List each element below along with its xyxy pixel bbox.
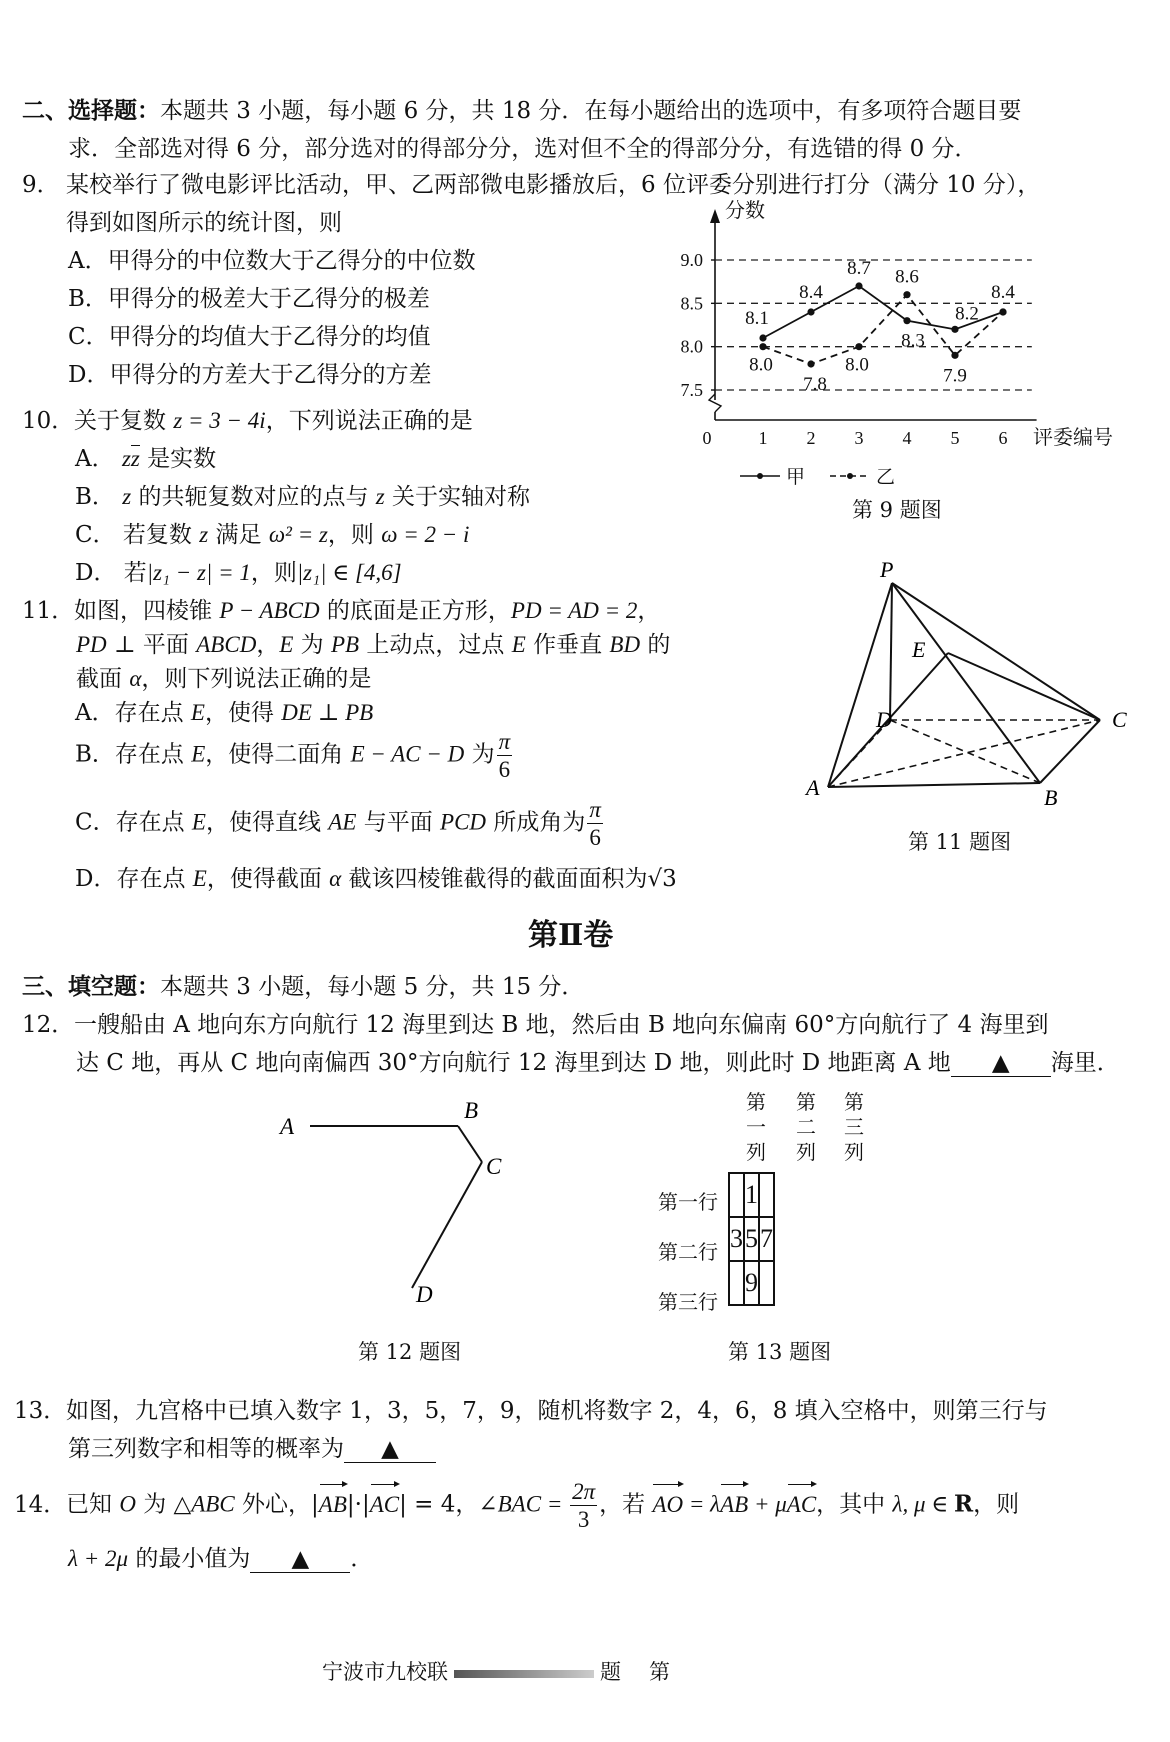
x-tick-label: 0 <box>702 428 712 448</box>
data-point <box>999 308 1006 315</box>
footer-mid: 题 <box>600 1660 621 1684</box>
grid-row <box>729 1173 774 1217</box>
y-tick-label: 7.5 <box>680 380 703 400</box>
data-label: 7.9 <box>943 365 967 387</box>
q11-l2d: ， <box>256 632 280 658</box>
col1-char3: 列 <box>746 1140 766 1164</box>
data-label: 8.6 <box>895 266 919 288</box>
q11-l1c: 的底面是正方形， <box>319 598 511 624</box>
q11-b-post: 为 <box>464 741 495 768</box>
q10-stem-post: ，下列说法正确的是 <box>265 408 473 434</box>
q11-b-eq: E − AC − D <box>350 741 465 767</box>
q13-answer-blank[interactable]: ▲ <box>344 1436 436 1463</box>
data-label: 8.0 <box>845 354 869 376</box>
q10-d-label: D． <box>75 560 117 586</box>
q11-c-fraction <box>587 798 603 849</box>
q14-expr: λ + 2μ <box>68 1546 129 1571</box>
q11-c-post: 所成角为 <box>486 809 586 836</box>
q10-d-mid: ，则 <box>250 560 297 586</box>
legend-label: 乙 <box>876 467 896 488</box>
q14-ruo: ，若 <box>599 1491 653 1518</box>
grid-row <box>729 1217 774 1261</box>
q9-option-d: D．甲得分的方差大于乙得分的方差 <box>68 362 432 388</box>
q11-option-a <box>75 694 373 727</box>
x-tick-label: 6 <box>998 428 1008 448</box>
q11-l2k: BD <box>609 632 641 657</box>
data-label: 8.4 <box>799 282 823 303</box>
q11-l2e: E <box>279 632 294 657</box>
edge-bc <box>1040 720 1100 783</box>
col2-char1: 第 <box>796 1090 816 1114</box>
q10-c-mid2: ，则 <box>327 522 382 548</box>
q11-caption: 第 11 题图 <box>908 830 1012 854</box>
data-label: 8.7 <box>847 258 871 279</box>
q11-pyramid-figure <box>800 555 1140 815</box>
grid-cell: 5 <box>744 1217 759 1261</box>
q10-stem <box>74 402 473 435</box>
route-bc <box>458 1126 482 1162</box>
route-point-b: B <box>464 1098 479 1123</box>
q10-b-end: 关于实轴对称 <box>384 484 531 510</box>
q14-line2 <box>68 1540 373 1573</box>
x-tick-label: 5 <box>950 428 960 448</box>
q9-option-b: B．甲得分的极差大于乙得分的极差 <box>68 286 430 312</box>
footer-left: 宁波市九校联 <box>322 1660 448 1684</box>
data-point <box>903 291 910 298</box>
vec-ac-2: AC <box>787 1481 816 1525</box>
data-point <box>855 343 862 350</box>
q10-option-c <box>75 516 469 549</box>
q11-c-e: E <box>191 809 206 835</box>
q11-a-pre: A．存在点 <box>75 700 191 726</box>
row-header-3: 第三行 <box>658 1290 718 1314</box>
q11-l3c: ，则下列说法正确的是 <box>141 666 372 692</box>
q10-option-d <box>75 554 402 587</box>
q13-line1: 如图，九宫格中已填入数字 1，3，5，7，9，随机将数字 2，4，6，8 填入空格中，则第三行与 <box>66 1398 1048 1424</box>
y-tick-label: 9.0 <box>680 250 703 270</box>
q10-option-a <box>75 440 216 473</box>
q10-b-label: B． <box>75 484 115 510</box>
q11-c-mid2: 与平面 <box>356 809 441 836</box>
section-ec <box>948 653 1100 720</box>
q9-line2: 得到如图所示的统计图，则 <box>66 210 342 236</box>
q12-unit: 海里． <box>1050 1050 1120 1076</box>
q11-l1a: 如图，四棱锥 <box>74 598 220 624</box>
q11-l2h: 上动点，过点 <box>359 632 512 658</box>
q14-lm: λ, μ ∈ <box>892 1491 955 1517</box>
q14-plus: + μ <box>748 1491 787 1517</box>
q12-num: 12． <box>22 1012 75 1038</box>
section2-title: 二、选择题： <box>22 97 160 124</box>
q9-num: 9． <box>22 172 60 198</box>
route-cd <box>412 1162 482 1288</box>
legend-marker <box>757 473 763 479</box>
q12-route-figure <box>270 1090 500 1320</box>
col1-char2: 一 <box>746 1115 766 1139</box>
q14-line1: 已知 O 为 △ABC 外心，|AB|·|AC| = 4，∠BAC = $\frac{2\pi}{3}$ ，若 AO = λAB + μAC，其中 λ, μ ∈ R，则 <box>66 1479 1020 1532</box>
edge-pd <box>890 583 892 720</box>
section3-header <box>22 968 584 1001</box>
q11-b-frac-num: π <box>498 729 511 754</box>
q11-d-pre: D．存在点 <box>75 866 193 892</box>
q14-answer-blank[interactable]: ▲ <box>250 1546 350 1573</box>
data-point <box>759 334 766 341</box>
point-e-label: E <box>912 637 926 662</box>
q11-line1 <box>74 592 660 625</box>
col2-char2: 二 <box>796 1115 816 1139</box>
q10-a-zbar: z <box>130 446 140 471</box>
q11-c-pre: C．存在点 <box>75 809 192 836</box>
nine-grid <box>728 1172 775 1306</box>
section3-intro: 本题共 3 小题，每小题 5 分，共 15 分． <box>160 974 585 1000</box>
q9-option-a: A．甲得分的中位数大于乙得分的中位数 <box>68 248 476 274</box>
col3-char3: 列 <box>844 1140 864 1164</box>
q10-c-label: C． <box>75 522 116 548</box>
q14-abc: ABC <box>191 1491 235 1517</box>
q10-num: 10． <box>22 408 75 434</box>
q10-c-mid: 满足 <box>208 522 269 548</box>
col-header-2 <box>792 1090 820 1165</box>
q10-stem-eq: z = 3 − 4i <box>173 408 266 433</box>
grid-cell <box>729 1173 744 1217</box>
q12-line2-text: 达 C 地，再从 C 地向南偏西 30°方向航行 12 海里到达 D 地，则此时 D 地距离 A 地 <box>76 1050 951 1076</box>
x-tick-label: 3 <box>854 428 864 448</box>
q10-a-z: z <box>121 446 131 471</box>
q11-c-mid: ，使得直线 <box>205 809 329 836</box>
q11-c-frac-num: π <box>589 797 601 822</box>
point-p-label: P <box>880 557 894 582</box>
footer <box>322 1656 670 1686</box>
q11-d-alpha: α <box>329 866 342 891</box>
q14-frac-num: 2π <box>572 1479 596 1504</box>
q10-a-label: A． <box>75 446 115 472</box>
section2-header <box>22 92 1021 125</box>
q11-b-pre: B．存在点 <box>75 741 192 768</box>
q10-stem-pre: 关于复数 <box>74 408 166 434</box>
q10-c-eq1: ω² = z <box>268 522 328 547</box>
q11-a-eq: DE ⊥ PB <box>281 700 374 725</box>
q9-option-c: C．甲得分的均值大于乙得分的均值 <box>68 324 431 350</box>
col-header-3 <box>840 1090 868 1165</box>
q11-l2l: 的 <box>640 632 671 658</box>
q10-a-text: 是实数 <box>139 446 217 472</box>
route-point-d: D <box>416 1282 433 1307</box>
q9-line-chart <box>650 200 1150 488</box>
q11-d-mid: ，使得截面 <box>206 866 330 892</box>
q10-c-z: z <box>199 522 209 547</box>
data-point <box>951 326 958 333</box>
col1-char1: 第 <box>746 1090 766 1114</box>
section2-intro-line1: 本题共 3 小题，每小题 6 分，共 18 分．在每小题给出的选项中，有多项符合题目要 <box>160 98 1022 124</box>
footer-right: 第 <box>649 1660 670 1684</box>
section3-title: 三、填空题： <box>22 973 160 1000</box>
x-tick-label: 2 <box>806 428 816 448</box>
q14-fraction <box>570 1480 597 1531</box>
data-label: 8.1 <box>745 308 769 329</box>
data-label: 8.4 <box>991 282 1015 303</box>
q10-option-b <box>75 478 530 511</box>
q10-c-pre: 若复数 <box>122 522 200 548</box>
q13-num: 13． <box>14 1398 67 1424</box>
q14-line2-text: 的最小值为 <box>128 1546 251 1572</box>
y-axis-arrow <box>710 209 720 223</box>
q11-l1e: ， <box>637 598 661 624</box>
q10-c-eq2: ω = 2 − i <box>381 522 470 547</box>
grid-cell: 1 <box>744 1173 759 1217</box>
y-tick-label: 8.5 <box>680 293 703 314</box>
col-header-1 <box>742 1090 770 1165</box>
grid-cell: 3 <box>729 1217 744 1261</box>
data-label: 7.8 <box>803 374 827 395</box>
q11-l1b: P − ABCD <box>219 598 320 623</box>
q10-d-pre: 若 <box>123 560 147 586</box>
data-point <box>855 282 862 289</box>
q11-l2b: ⊥ 平面 <box>106 632 197 658</box>
q11-l2g: PB <box>331 632 360 657</box>
data-label: 8.0 <box>749 354 773 376</box>
q14-o: O <box>119 1491 136 1517</box>
row-header-2: 第二行 <box>658 1240 718 1264</box>
q14-eq4: = 4， <box>406 1491 479 1518</box>
q11-line3 <box>76 660 371 693</box>
q11-l3b: α <box>129 666 142 691</box>
q14-tri: 为 △ <box>135 1491 192 1518</box>
col3-char2: 三 <box>844 1115 864 1139</box>
q11-l2j: 作垂直 <box>525 632 610 658</box>
grid-cell <box>759 1173 774 1217</box>
q11-option-b <box>75 730 514 781</box>
q14-eq: = λ <box>683 1491 721 1517</box>
q14-frac-den: 3 <box>577 1507 590 1532</box>
q11-d-e: E <box>192 866 207 891</box>
q14-outer: 外心， <box>234 1491 312 1518</box>
data-point <box>807 360 814 367</box>
q11-l1d: PD = AD = 2 <box>510 598 638 623</box>
q9-caption: 第 9 题图 <box>852 498 942 522</box>
legend-marker <box>847 473 853 479</box>
q9-line1: 某校举行了微电影评比活动，甲、乙两部微电影播放后，6 位评委分别进行打分（满分 10 分）， <box>66 172 1041 198</box>
q10-b-z2: z <box>375 484 385 509</box>
q14-pre: 已知 <box>66 1491 120 1518</box>
point-d-label: D <box>876 707 892 732</box>
part2-title: 第Ⅱ卷 <box>528 918 614 953</box>
point-a-label: A <box>806 775 820 800</box>
q11-b-mid: ，使得二面角 <box>205 741 351 768</box>
grid-row <box>729 1261 774 1305</box>
q14-end: ． <box>350 1546 374 1572</box>
edge-ab <box>828 783 1040 787</box>
col2-char3: 列 <box>796 1140 816 1164</box>
q14-qizhong: ，其中 <box>816 1491 893 1518</box>
q11-l2a: PD <box>76 632 107 657</box>
data-point <box>951 352 958 359</box>
q11-num: 11． <box>22 598 75 624</box>
x-tick-label: 1 <box>758 428 768 448</box>
route-point-c: C <box>486 1154 502 1179</box>
grid-cell <box>729 1261 744 1305</box>
footer-redaction <box>454 1670 594 1678</box>
q11-line2 <box>76 626 670 659</box>
vec-ac: AC <box>370 1481 399 1525</box>
row-header-1: 第一行 <box>658 1190 718 1214</box>
data-point <box>903 317 910 324</box>
col3-char1: 第 <box>844 1090 864 1114</box>
q11-d-post: 截该四棱锥截得的截面面积为 <box>341 866 648 892</box>
q11-l2c: ABCD <box>196 632 257 657</box>
q12-line1: 一艘船由 A 地向东方向航行 12 海里到达 B 地，然后由 B 地向东偏南 60°方向航行了 4 海里到 <box>74 1012 1049 1038</box>
q12-caption: 第 12 题图 <box>358 1340 462 1364</box>
q14-ze: ，则 <box>973 1491 1020 1518</box>
legend-label: 甲 <box>786 467 806 488</box>
route-point-a: A <box>280 1114 295 1139</box>
q11-option-c <box>75 798 605 849</box>
q13-line2-text: 第三列数字和相等的概率为 <box>68 1436 344 1462</box>
vec-ab: AB <box>319 1481 347 1525</box>
data-point <box>807 308 814 315</box>
q11-l2f: 为 <box>293 632 331 658</box>
vec-ao: AO <box>652 1481 683 1525</box>
q10-b-mid: 的共轭复数对应的点与 <box>131 484 376 510</box>
q11-a-e: E <box>190 700 205 725</box>
q14-angle: ∠BAC = <box>478 1491 569 1517</box>
q11-b-e: E <box>191 741 206 767</box>
vec-ab-2: AB <box>720 1481 748 1525</box>
q14-abs-ac: |AC| <box>362 1492 407 1518</box>
q11-l3a: 截面 <box>76 666 130 692</box>
q10-b-z1: z <box>122 484 132 509</box>
q10-d-eq1: |z₁ − z| = 1 <box>146 560 251 585</box>
q11-c-ae: AE <box>328 809 357 835</box>
q11-option-d <box>75 860 677 893</box>
q11-a-mid: ，使得 <box>204 700 282 726</box>
grid-cell: 9 <box>744 1261 759 1305</box>
q10-d-eq2: |z₁| ∈ [4,6] <box>296 560 402 585</box>
q13-caption: 第 13 题图 <box>728 1340 832 1364</box>
grid-cell <box>759 1261 774 1305</box>
q11-c-pcd: PCD <box>440 809 487 835</box>
q11-d-val: √3 <box>647 866 677 892</box>
data-point <box>759 343 766 350</box>
q13-line2 <box>68 1430 436 1463</box>
x-tick-label: 4 <box>902 428 912 448</box>
point-b-label: B <box>1044 785 1058 810</box>
data-label: 8.3 <box>901 330 925 352</box>
q11-c-frac-den: 6 <box>589 825 601 850</box>
edge-pa <box>828 583 892 787</box>
diag-ac-hidden <box>828 720 1100 787</box>
data-label: 8.2 <box>955 303 979 325</box>
q14-r: R <box>954 1490 974 1518</box>
section2-intro-line2: 求．全部选对得 6 分，部分选对的得部分分，选对但不全的得部分分，有选错的得 0 分． <box>68 136 978 162</box>
point-c-label: C <box>1112 707 1127 732</box>
y-tick-label: 8.0 <box>680 336 703 357</box>
q14-num: 14． <box>14 1492 67 1518</box>
y-axis-label: 分数 <box>725 200 765 222</box>
q12-line2 <box>76 1044 1120 1077</box>
q11-l2i: E <box>511 632 526 657</box>
q11-b-fraction <box>497 730 513 781</box>
q12-answer-blank[interactable]: ▲ <box>951 1050 1051 1077</box>
q11-b-frac-den: 6 <box>498 757 511 782</box>
q14-abs-ab: |AB| <box>311 1492 355 1518</box>
x-axis-label: 评委编号 <box>1033 427 1113 449</box>
grid-cell: 7 <box>759 1217 774 1261</box>
